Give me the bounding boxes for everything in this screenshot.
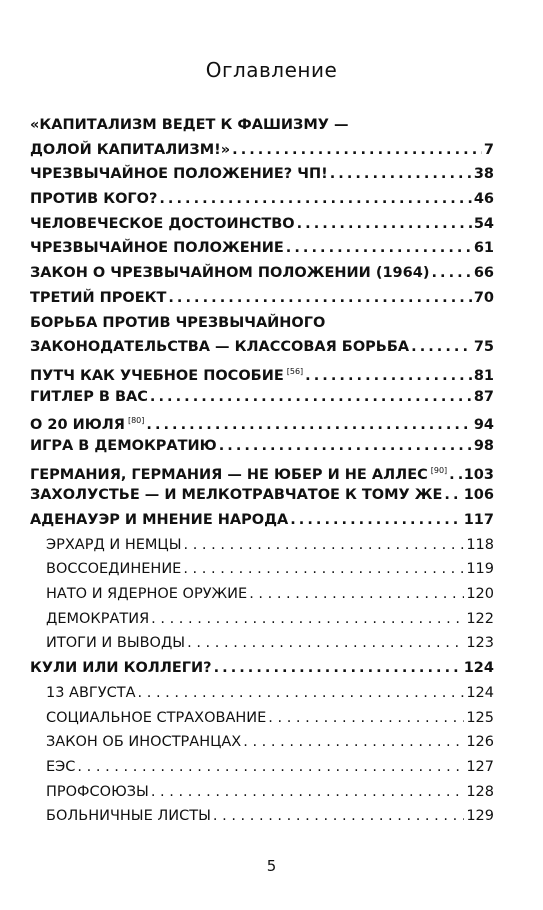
toc-entry-page: 70 <box>473 289 494 306</box>
toc-entry-title: АДЕНАУЭР И МНЕНИЕ НАРОДА <box>30 512 289 528</box>
dot-leader <box>151 607 464 632</box>
toc-entry-page: 75 <box>473 339 494 356</box>
toc-entry-page: 124 <box>463 660 494 677</box>
footnote-marker: [80] <box>127 416 145 426</box>
toc-entry-label <box>30 656 212 681</box>
toc-entry-label <box>46 804 211 829</box>
dot-leader <box>159 187 471 212</box>
toc-entry-page: 129 <box>466 808 494 825</box>
dot-leader <box>219 434 472 459</box>
toc-entry-label <box>30 434 217 459</box>
toc-entry-label <box>30 187 157 212</box>
toc-entry-label <box>46 780 149 805</box>
dot-leader <box>268 706 464 731</box>
toc-entry-page: 118 <box>466 536 494 553</box>
toc-subentry <box>30 582 494 607</box>
toc-entry-label <box>46 631 185 656</box>
toc-entry-title: «КАПИТАЛИЗМ ВЕДЕТ К ФАШИЗМУ — <box>30 117 349 133</box>
toc-entry-title: ИГРА В ДЕМОКРАТИЮ <box>30 437 217 454</box>
toc-entry <box>30 138 494 163</box>
toc-entry-label <box>30 311 325 336</box>
toc-entry-label <box>30 508 288 533</box>
toc-entry-title: ВОССОЕДИНЕНИЕ <box>46 561 182 578</box>
toc-entry-title: ГЕРМАНИЯ, ГЕРМАНИЯ — НЕ ЮБЕР И НЕ АЛЛЕС <box>30 466 428 483</box>
toc-entry-label <box>30 212 295 237</box>
toc-entry-label <box>30 483 442 508</box>
toc-entry-page: 94 <box>473 417 494 434</box>
toc-entry-label <box>46 730 241 755</box>
toc-entry-page: 120 <box>466 586 494 603</box>
toc-entry-title: ИТОГИ И ВЫВОДЫ <box>46 635 186 652</box>
dot-leader <box>150 385 472 410</box>
toc-entry <box>30 162 494 187</box>
toc-entry-label <box>30 113 349 138</box>
toc-entry-page: 46 <box>473 191 494 208</box>
dot-leader <box>213 804 464 829</box>
footnote-marker: [56] <box>286 366 304 376</box>
toc-entry-title: ДЕМОКРАТИЯ <box>46 610 150 627</box>
toc-subentry <box>30 780 494 805</box>
dot-leader <box>187 631 464 656</box>
toc-entry-label <box>30 286 166 311</box>
dot-leader <box>151 780 464 805</box>
toc-entry-label <box>30 162 328 187</box>
toc-entry <box>30 311 494 336</box>
toc-entry-title: ЧЕЛОВЕЧЕСКОЕ ДОСТОИНСТВО <box>30 215 295 232</box>
dot-leader <box>183 557 464 582</box>
toc-subentry <box>30 681 494 706</box>
toc-entry-page: 103 <box>463 466 494 483</box>
toc-entry-page: 7 <box>483 141 494 158</box>
toc-entry-title: КУЛИ ИЛИ КОЛЛЕГИ? <box>30 660 212 677</box>
toc-entry-label <box>46 557 181 582</box>
toc-entry-title: БОЛЬНИЧНЫЕ ЛИСТЫ <box>46 808 211 825</box>
toc-entry-page: 81 <box>473 367 494 384</box>
toc-entry-page: 117 <box>463 512 494 528</box>
toc-entry-title: 13 АВГУСТА <box>46 684 136 701</box>
toc-entry-title: ЧРЕЗВЫЧАЙНОЕ ПОЛОЖЕНИЕ <box>30 240 284 257</box>
toc-entry <box>30 286 494 311</box>
toc-entry <box>30 508 494 533</box>
footnote-marker: [90] <box>430 465 448 475</box>
toc-entry-title: ПУТЧ КАК УЧЕБНОЕ ПОСОБИЕ <box>30 367 284 384</box>
toc-entry-label <box>46 582 247 607</box>
dot-leader <box>286 236 472 261</box>
toc-entry-label <box>30 138 230 163</box>
toc-entry-page: 61 <box>473 240 494 257</box>
toc-entry <box>30 434 494 459</box>
toc-entry-page: 126 <box>466 734 494 751</box>
toc-entry-page: 127 <box>466 758 494 775</box>
toc-entry-page: 125 <box>466 709 494 726</box>
toc-entry-page: 123 <box>466 635 494 652</box>
toc-entry-page: 38 <box>473 166 494 183</box>
toc-entry <box>30 409 494 434</box>
toc-entry-title: ТРЕТИЙ ПРОЕКТ <box>30 289 167 306</box>
dot-leader <box>290 508 462 533</box>
toc-entry-title: ЗАКОНОДАТЕЛЬСТВА — КЛАССОВАЯ БОРЬБА <box>30 339 410 356</box>
toc-entry-label <box>46 706 266 731</box>
toc-entry-label <box>30 261 429 286</box>
toc-entry-title: ГИТЛЕР В ВАС <box>30 388 148 405</box>
toc-subentry <box>30 804 494 829</box>
toc-entry-label <box>30 385 148 410</box>
toc-entry-label <box>30 335 409 360</box>
toc-entry-label <box>46 755 75 780</box>
dot-leader <box>297 212 472 237</box>
toc-entry-title: ЭРХАРД И НЕМЦЫ <box>46 536 182 553</box>
dot-leader <box>411 335 472 360</box>
toc-entry-page: 122 <box>466 610 494 627</box>
toc-subentry <box>30 706 494 731</box>
toc-title: Оглавление <box>205 58 338 82</box>
toc-entry <box>30 212 494 237</box>
toc-entry-page: 66 <box>473 265 494 282</box>
toc-entry-title: ЗАКОН ОБ ИНОСТРАНЦАХ <box>46 734 242 751</box>
toc-entry-title: НАТО И ЯДЕРНОЕ ОРУЖИЕ <box>46 586 248 603</box>
toc-entry <box>30 113 494 138</box>
toc-entry-title: ПРОТИВ КОГО? <box>30 191 158 208</box>
toc-entry-title: ЧРЕЗВЫЧАЙНОЕ ПОЛОЖЕНИЕ? ЧП! <box>30 166 328 183</box>
toc-entry-title: ПРОФСОЮЗЫ <box>46 783 149 800</box>
toc-entry-page: 119 <box>466 561 494 578</box>
toc-subentry <box>30 730 494 755</box>
toc-entry-label <box>46 607 149 632</box>
dot-leader <box>232 138 482 163</box>
page-number: 5 <box>266 857 277 875</box>
dot-leader <box>168 286 471 311</box>
toc-entry-title: ЗАКОН О ЧРЕЗВЫЧАЙНОМ ПОЛОЖЕНИИ (1964) <box>30 265 430 282</box>
toc-entry-label <box>46 533 181 558</box>
toc-entry-title: БОРЬБА ПРОТИВ ЧРЕЗВЫЧАЙНОГО <box>30 314 326 331</box>
toc-entry <box>30 483 494 508</box>
toc-entry <box>30 385 494 410</box>
dot-leader <box>214 656 462 681</box>
toc-entry-page: 54 <box>473 215 494 232</box>
toc-entry <box>30 656 494 681</box>
toc-entry <box>30 261 494 286</box>
toc-entry <box>30 187 494 212</box>
toc-entry <box>30 335 494 360</box>
toc-entry-title: ЗАХОЛУСТЬЕ — И МЕЛКОТРАВЧАТОЕ К ТОМУ ЖЕ <box>30 487 443 504</box>
dot-leader <box>249 582 464 607</box>
toc-entry-page: 98 <box>473 437 494 454</box>
dot-leader <box>431 261 471 286</box>
dot-leader <box>444 483 461 508</box>
toc-entry <box>30 360 494 385</box>
toc-entry-page: 106 <box>463 487 494 504</box>
toc-subentry <box>30 557 494 582</box>
dot-leader <box>77 755 464 780</box>
toc-entry-title: О 20 ИЮЛЯ <box>30 417 125 434</box>
toc-entry-page: 87 <box>473 388 494 405</box>
toc-entry <box>30 236 494 261</box>
toc-subentry <box>30 631 494 656</box>
dot-leader <box>243 730 464 755</box>
toc-subentry <box>30 533 494 558</box>
toc-entry-label <box>46 681 136 706</box>
toc-entry-label <box>30 236 284 261</box>
toc-entry-page: 124 <box>466 684 494 701</box>
toc-subentry <box>30 607 494 632</box>
dot-leader <box>183 533 464 558</box>
toc-entry-page: 128 <box>466 783 494 800</box>
toc-entry-title: ЕЭС <box>46 758 76 775</box>
dot-leader <box>330 162 472 187</box>
toc-entry-title: СОЦИАЛЬНОЕ СТРАХОВАНИЕ <box>46 709 267 726</box>
table-of-contents <box>30 113 494 829</box>
toc-subentry <box>30 755 494 780</box>
toc-entry-title: ДОЛОЙ КАПИТАЛИЗМ!» <box>30 141 231 158</box>
dot-leader <box>138 681 465 706</box>
toc-entry <box>30 459 494 484</box>
